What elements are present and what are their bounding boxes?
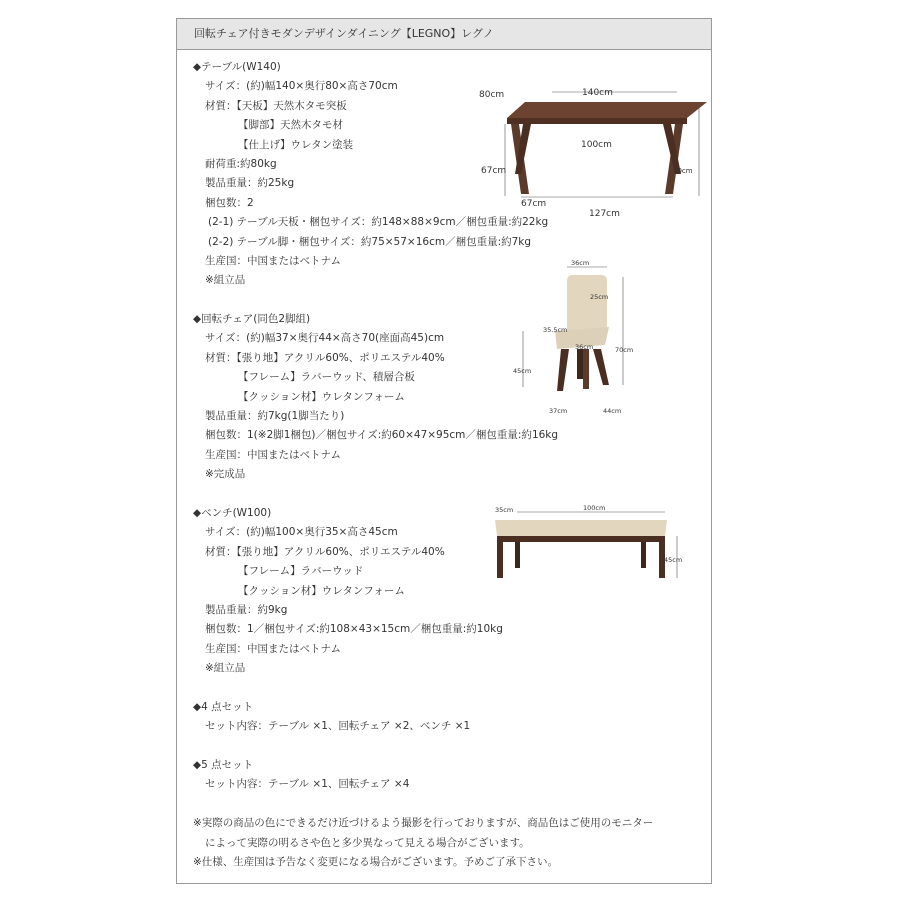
dim-depth: 80cm bbox=[479, 90, 505, 100]
spec-line: 製品重量：約9kg bbox=[205, 603, 288, 616]
spec-line: 梱包数：2 bbox=[205, 196, 254, 209]
dim-w: 37cm bbox=[549, 407, 568, 415]
spec-line: ※組立品 bbox=[205, 662, 246, 675]
spec-line: 【クッション材】ウレタンフォーム bbox=[238, 584, 405, 597]
dim-height: 70cm bbox=[673, 167, 693, 175]
spec-line: サイズ：(約)幅140×奥行80×高さ70cm bbox=[205, 80, 398, 93]
dim-height: 45cm bbox=[664, 556, 683, 564]
dim-bottom: 127cm bbox=[589, 209, 620, 219]
bench-diagram bbox=[487, 502, 687, 592]
dim-width-top: 36cm bbox=[571, 259, 590, 267]
spec-line: 製品重量：約25kg bbox=[205, 177, 295, 190]
dim-seat-depth: 35.5cm bbox=[543, 326, 568, 334]
dim-width: 140cm bbox=[582, 88, 613, 98]
section-heading: ◆ベンチ(W100) bbox=[193, 506, 272, 519]
spec-line: 梱包数：1／梱包サイズ:約108×43×15cm／梱包重量:約10kg bbox=[205, 623, 503, 636]
spec-line: 【仕上げ】ウレタン塗装 bbox=[238, 138, 354, 151]
spec-line: ※組立品 bbox=[205, 274, 246, 287]
spec-line: ※完成品 bbox=[205, 468, 246, 481]
page-title: 回転チェア付きモダンデザインダイニング【LEGNO】レグノ bbox=[177, 19, 711, 50]
chair-diagram bbox=[513, 257, 643, 415]
spec-line: によって実際の明るさや色と多少異なって見える場合がございます。 bbox=[205, 836, 530, 849]
spec-line: 【フレーム】ラバーウッド bbox=[238, 565, 364, 578]
dim-depth: 35cm bbox=[495, 506, 514, 514]
dim-seat-height: 45cm bbox=[513, 367, 532, 375]
dim-height: 70cm bbox=[615, 346, 634, 354]
dim-inner: 100cm bbox=[581, 140, 612, 150]
dim-back: 25cm bbox=[590, 293, 609, 301]
spec-line: セット内容：テーブル ×1、回転チェア ×2、ベンチ ×1 bbox=[205, 720, 471, 733]
section-heading: ◆テーブル(W140) bbox=[193, 61, 281, 73]
spec-panel bbox=[176, 18, 712, 884]
section-heading: ◆回転チェア(同色2脚組) bbox=[193, 313, 311, 326]
spec-line: (2-1) テーブル天板・梱包サイズ：約148×88×9cm／梱包重量:約22kg bbox=[208, 216, 549, 229]
dim-leg-depth: 67cm bbox=[521, 199, 547, 209]
spec-line: 材質：【張り地】アクリル60%、ポリエステル40% bbox=[205, 545, 445, 558]
spec-line: 【脚部】天然木タモ材 bbox=[238, 119, 343, 132]
dim-seat-width: 36cm bbox=[575, 343, 594, 351]
section-heading: ◆4 点セット bbox=[193, 700, 254, 713]
dim-width: 100cm bbox=[583, 504, 606, 512]
dim-d: 44cm bbox=[603, 407, 622, 415]
spec-line: 梱包数：1(※2脚1梱包)／梱包サイズ:約60×47×95cm／梱包重量:約16kg bbox=[205, 429, 559, 442]
spec-line: (2-2) テーブル脚・梱包サイズ：約75×57×16cm／梱包重量:約7kg bbox=[208, 235, 532, 248]
spec-line: 生産国：中国またはベトナム bbox=[205, 448, 341, 461]
dim-leg-height: 67cm bbox=[481, 166, 507, 176]
spec-line: 生産国：中国またはベトナム bbox=[205, 254, 341, 267]
spec-line: 製品重量：約7kg(1脚当たり) bbox=[205, 410, 345, 423]
spec-line: セット内容：テーブル ×1、回転チェア ×4 bbox=[205, 778, 410, 791]
spec-line: 材質：【天板】天然木タモ突板 bbox=[205, 99, 347, 112]
spec-line: サイズ：(約)幅100×奥行35×高さ45cm bbox=[205, 526, 398, 539]
spec-line: 【フレーム】ラバーウッド、積層合板 bbox=[238, 371, 415, 384]
spec-line: 耐荷重:約80kg bbox=[205, 157, 277, 170]
spec-line: 材質：【張り地】アクリル60%、ポリエステル40% bbox=[205, 351, 445, 364]
table-diagram bbox=[477, 84, 707, 219]
table-top bbox=[507, 102, 707, 118]
spec-line: ※仕様、生産国は予告なく変更になる場合がございます。予めご了承下さい。 bbox=[193, 856, 558, 869]
spec-line: 【クッション材】ウレタンフォーム bbox=[238, 390, 405, 403]
spec-line: サイズ：(約)幅37×奥行44×高さ70(座面高45)cm bbox=[205, 332, 445, 345]
spec-line: 生産国：中国またはベトナム bbox=[205, 642, 341, 655]
section-heading: ※実際の商品の色にできるだけ近づけるよう撮影を行っておりますが、商品色はご使用のモニター bbox=[193, 817, 654, 830]
section-heading: ◆5 点セット bbox=[193, 759, 254, 772]
